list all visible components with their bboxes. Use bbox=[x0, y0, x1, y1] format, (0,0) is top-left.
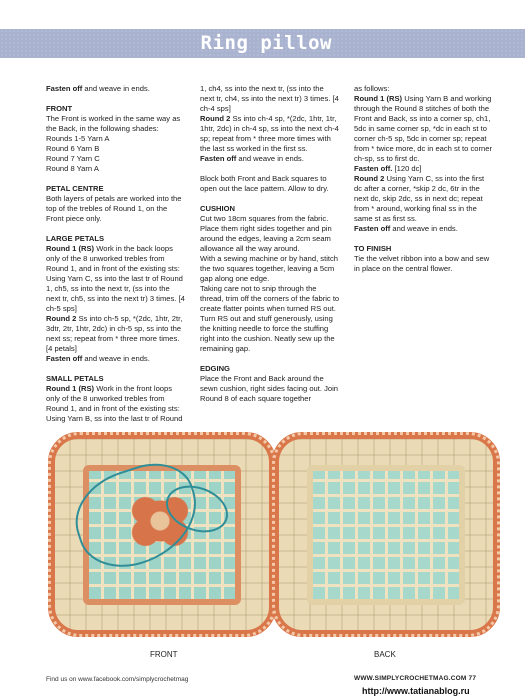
column-2 bbox=[200, 84, 340, 404]
header-band bbox=[0, 29, 525, 58]
edging-fasten-1-bold: Fasten off. bbox=[354, 164, 393, 173]
front-pillow-photo bbox=[48, 432, 276, 637]
cushion-line-3: Taking care not to snip through the thread, trim off the corners of the fabric to create flatter points when turned RS out. bbox=[200, 284, 340, 313]
watermark: http://www.tatianablog.ru bbox=[362, 686, 470, 696]
edging-fasten-2-text: and weave in ends. bbox=[390, 224, 458, 233]
edging-fasten-2-bold: Fasten off bbox=[354, 224, 391, 233]
edging-heading: EDGING bbox=[200, 364, 230, 373]
cushion-line-4: Turn RS out and stuff generously, using the knitting needle to force the stuffing right into the cushion. Neatly sew up the remaining gap. bbox=[200, 314, 335, 353]
cushion-line-1: Cut two 18cm squares from the fabric. Place them right sides together and pin around the edges, leaving a 2cm seam allowance all the way around. bbox=[200, 214, 332, 253]
footer-site-page-number: WWW.SIMPLYCROCHETMAG.COM 77 bbox=[354, 675, 477, 682]
front-round-4: Round 8 Yarn A bbox=[46, 164, 99, 173]
lace-square bbox=[307, 465, 465, 605]
front-heading: FRONT bbox=[46, 104, 73, 113]
edging-round-2-label: Round 2 bbox=[354, 174, 385, 183]
lp-fasten-bold: Fasten off bbox=[46, 354, 83, 363]
small-petals-heading: SMALL PETALS bbox=[46, 374, 104, 383]
page-title: Ring pillow bbox=[200, 32, 332, 54]
front-round-1: Rounds 1-5 Yarn A bbox=[46, 134, 110, 143]
sp-fasten-bold: Fasten off bbox=[200, 154, 237, 163]
lp-fasten-text: and weave in ends. bbox=[82, 354, 150, 363]
front-round-3: Round 7 Yarn C bbox=[46, 154, 100, 163]
col3-continuation: as follows: bbox=[354, 84, 390, 93]
sp-round-1-text: Work in the front loops only of the 8 unworked trebles from Round 1, and in front of the existing sts: Using Yarn B, ss into the last tr of Round bbox=[46, 384, 183, 423]
sp-round-2-label: Round 2 bbox=[200, 114, 231, 123]
lp-round-2-text: Ss into ch-5 sp, *(2dc, 1htr, 2tr, 3dtr, 2tr, 1htr, 2dc) in ch-5 sp, ss into the next ss; repeat from * three more times. [4 petals] bbox=[46, 314, 183, 353]
finish-heading: TO FINISH bbox=[354, 244, 392, 253]
sp-round-1-label: Round 1 (RS) bbox=[46, 384, 95, 393]
lp-round-2-label: Round 2 bbox=[46, 314, 77, 323]
footer-facebook-link[interactable]: Find us on www.facebook.com/simplycrochetmag bbox=[46, 676, 189, 683]
fasten-off-bold: Fasten off bbox=[46, 84, 83, 93]
front-round-2: Round 6 Yarn B bbox=[46, 144, 100, 153]
sp-round-2-text: Ss into ch-4 sp, *(2dc, 1htr, 1tr, 1htr, 2dc) in ch-4 sp, ss into the next ch-4 sp; repeat from * three more times with the last ss worked in the first ss. bbox=[200, 114, 339, 153]
edging-fasten-1-text: [120 dc] bbox=[392, 164, 422, 173]
finish-text: Tie the velvet ribbon into a bow and sew in place on the central flower. bbox=[354, 254, 490, 273]
column-3 bbox=[354, 84, 494, 274]
fasten-off-text: and weave in ends. bbox=[82, 84, 150, 93]
cushion-heading: CUSHION bbox=[200, 204, 236, 213]
edging-text: Place the Front and Back around the sewn cushion, right sides facing out. Join Round 8 of each square together bbox=[200, 374, 339, 403]
back-pillow-photo bbox=[272, 432, 500, 637]
edging-round-1-text: Using Yarn B and working through the Round 8 stitches of both the Front and Back, ss into a corner sp, ch1, 5dc in same corner sp, *dc in each st to corner ch-5 sp, 5dc in corner sp; repeat from * twice more, dc in each st to corner ch-sp, ss to first dc. bbox=[354, 94, 493, 163]
lp-round-1-label: Round 1 (RS) bbox=[46, 244, 95, 253]
sp-fasten-text: and weave in ends. bbox=[236, 154, 304, 163]
block-text: Block both Front and Back squares to open out the lace pattern. Allow to dry. bbox=[200, 174, 329, 193]
cushion-line-2: With a sewing machine or by hand, stitch the two squares together, leaving a 5cm gap along one edge. bbox=[200, 254, 339, 283]
lp-round-1-text: Work in the back loops only of the 8 unworked trebles from Round 1, and in front of the existing sts: Using Yarn C, ss into the last tr of Round 1, ch5, ss into the next tr, (ss into the next tr, ch5, ss into the next tr) 3 times. [4 ch-5 sps] bbox=[46, 244, 185, 313]
back-caption: BACK bbox=[374, 650, 396, 659]
large-petals-heading: LARGE PETALS bbox=[46, 234, 105, 243]
petal-centre-text: Both layers of petals are worked into the top of the trebles of Round 1, on the Front piece only. bbox=[46, 194, 182, 223]
edging-round-1-label: Round 1 (RS) bbox=[354, 94, 403, 103]
front-text: The Front is worked in the same way as the Back, in the following shades: bbox=[46, 114, 181, 133]
front-caption: FRONT bbox=[150, 650, 178, 659]
col2-continuation: 1, ch4, ss into the next tr, (ss into the next tr, ch4, ss into the next tr) 3 times. [4 ch-4 sps] bbox=[200, 84, 339, 113]
petal-centre-heading: PETAL CENTRE bbox=[46, 184, 104, 193]
column-1 bbox=[46, 84, 186, 424]
edging-round-2-text: Using Yarn C, ss into the first dc after a corner, *skip 2 dc, 6tr in the next dc, skip 2dc, ss in next dc; repeat from * around, working final ss in the same st as first ss. bbox=[354, 174, 485, 223]
